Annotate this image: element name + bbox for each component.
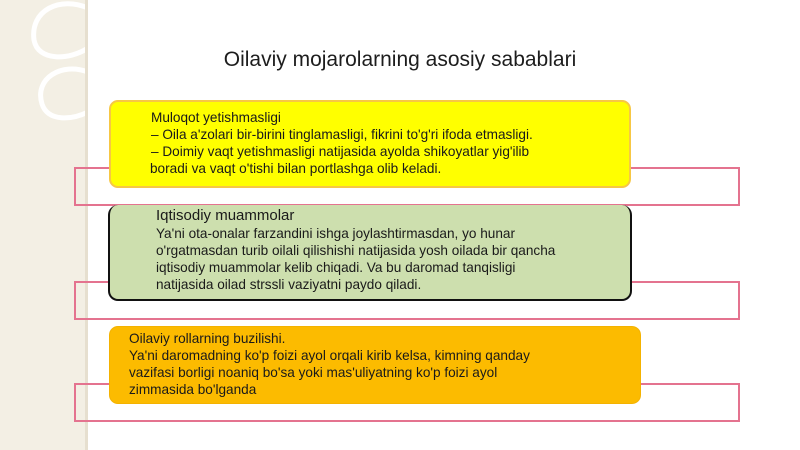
card-economic bbox=[108, 205, 632, 301]
card-line: zimmasida bo'lganda bbox=[129, 382, 257, 397]
swirl-decoration-icon bbox=[0, 0, 88, 160]
card-line: – Doimiy vaqt yetishmasligi natijasida ayolda shikoyatlar yig'ilib bbox=[151, 144, 530, 159]
card-line: o'rgatmasdan turib oilali qilishishi natijasida yosh oilada bir qancha bbox=[156, 243, 556, 258]
card-heading: Iqtisodiy muammolar bbox=[156, 207, 295, 224]
card-heading: Muloqot yetishmasligi bbox=[151, 110, 281, 125]
card-line: Ya'ni ota-onalar farzandini ishga joylashtirmasdan, yo hunar bbox=[156, 226, 516, 241]
card-line: boradi va vaqt o'tishi bilan portlashga olib keladi. bbox=[150, 161, 442, 176]
card-line: – Oila a'zolari bir-birini tinglamasligi, fikrini to'g'ri ifoda etmasligi. bbox=[151, 127, 533, 142]
card-line: Ya'ni daromadning ko'p foizi ayol orqali kirib kelsa, kimning qanday bbox=[129, 348, 530, 363]
card-line: natijasida oilad strssli vaziyatni paydo qiladi. bbox=[156, 277, 422, 292]
card-line: iqtisodiy muammolar kelib chiqadi. Va bu daromad tanqisligi bbox=[156, 260, 516, 275]
card-line: vazifasi borligi noaniq bo'sa yoki mas'uliyatning ko'p foizi ayol bbox=[129, 365, 498, 380]
card-family-roles bbox=[109, 326, 641, 404]
card-communication bbox=[109, 100, 631, 188]
slide-title: Oilaviy mojarolarning asosiy sabablari bbox=[223, 48, 577, 71]
card-heading: Oilaviy rollarning buzilishi. bbox=[129, 331, 286, 346]
